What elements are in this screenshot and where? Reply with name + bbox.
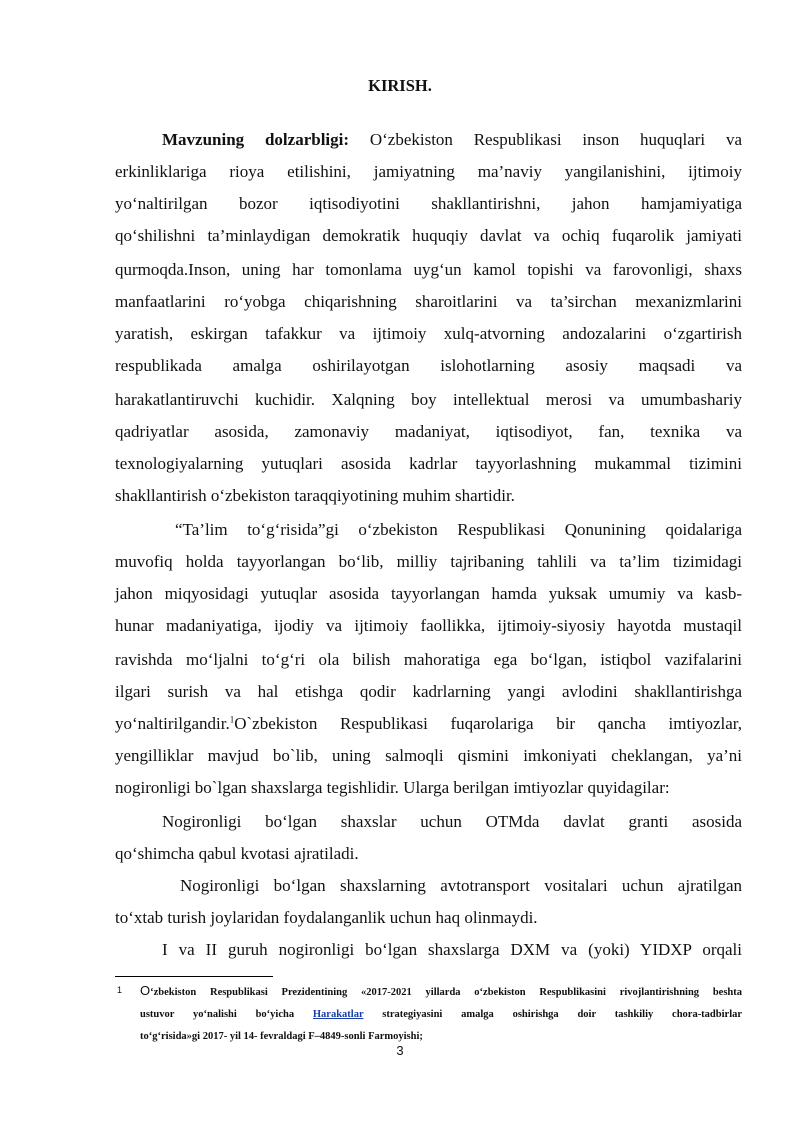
footnote-separator (115, 976, 273, 977)
footnote-link[interactable]: Harakatlar (312, 1009, 364, 1020)
text-line: Nogironligi bo‘lgan shaxslarning avtotransport vositalari uchun ajratilgan (180, 876, 742, 895)
text-line: yaratish, eskirgan tafakkur va ijtimoiy xulq-atvorning andozalarini o‘zgartirish (115, 324, 742, 343)
footnote-line: to‘g‘risida»gi 2017- yil 14- fevraldagi F–4849-sonli Farmoyishi; (140, 1031, 423, 1042)
footnote-initial: O (140, 983, 151, 998)
page-number: 3 (396, 1043, 404, 1058)
text-line: qo‘shilishni ta’minlaydigan demokratik huquqiy davlat va ochiq fuqarolik jamiyati (115, 226, 742, 245)
text-line: harakatlantiruvchi kuchidir. Xalqning boy intellektual merosi va umumbashariy (115, 390, 742, 409)
text-line: to‘xtab turish joylaridan foydalanganlik uchun haq olinmaydi. (115, 908, 538, 927)
footnote-reference[interactable]: 1 (229, 714, 235, 725)
line-text: yo‘naltirilgandir. (115, 714, 230, 733)
footnote-line (140, 984, 742, 1000)
text-line: yo‘naltirilgan bozor iqtisodiyotini shakllantirishni, jahon hamjamiyatiga (115, 194, 742, 213)
text-line: qo‘shimcha qabul kvotasi ajratiladi. (115, 844, 359, 863)
text-line: yengilliklar mavjud bo`lib, uning salmoqli qismini imkoniyati cheklangan, ya’ni (115, 746, 742, 765)
line-text: O`zbekiston Respublikasi fuqarolariga bir qancha imtiyozlar, (234, 714, 742, 733)
text-line: respublikada amalga oshirilayotgan islohotlarning asosiy maqsadi va (115, 356, 742, 375)
section-label: Mavzuning dolzarbligi: (162, 130, 350, 149)
footnote-text: strategiyasini amalga oshirishga doir tashkiliy chora-tadbirlar (382, 1009, 743, 1020)
footnote-line (140, 1008, 742, 1022)
footnote-text: ustuvor yo‘nalishi bo‘yicha (140, 1009, 295, 1020)
text-line: qadriyatlar asosida, zamonaviy madaniyat, iqtisodiyot, fan, texnika va (115, 422, 742, 441)
text-line: texnologiyalarning yutuqlari asosida kadrlar tayyorlashning mukammal tizimini (115, 454, 742, 473)
text-line: muvofiq holda tayyorlangan bo‘lib, milliy tajribaning tahlili va ta’lim tizimidagi (115, 552, 742, 571)
text-line: ilgari surish va hal etishga qodir kadrlarning yangi avlodini shakllantirishga (115, 682, 742, 701)
text-line: qurmoqda.Inson, uning har tomonlama uyg‘un kamol topishi va farovonligi, shaxs (115, 260, 742, 279)
page-title: KIRISH. (368, 76, 432, 95)
text-line: shakllantirish o‘zbekiston taraqqiyotining muhim shartidir. (115, 486, 515, 505)
text-line: manfaatlarini ro‘yobga chiqarishning sharoitlarini va ta’sirchan mexanizmlarini (115, 292, 742, 311)
footnote-text: ‘zbekiston Respublikasi Prezidentining «2017-2021 yillarda o‘zbekiston Respublikasini rivojlantirishning beshta (150, 987, 742, 998)
footnote-number: 1 (117, 985, 123, 995)
text-line: hunar madaniyatiga, ijodiy va ijtimoiy faollikka, ijtimoiy-siyosiy hayotda mustaqil (115, 616, 742, 635)
text-line (162, 130, 742, 150)
text-line: erkinliklariga rioya etilishini, jamiyatning ma’naviy yangilanishini, ijtimoiy (115, 162, 742, 181)
text-line: Nogironligi bo‘lgan shaxslar uchun OTMda davlat granti asosida (162, 812, 742, 831)
text-line: ravishda mo‘ljalni to‘g‘ri ola bilish mahoratiga ega bo‘lgan, istiqbol vazifalarini (115, 650, 742, 669)
text-line (115, 714, 742, 734)
text-line: I va II guruh nogironligi bo‘lgan shaxslarga DXM va (yoki) YIDXP orqali (162, 940, 742, 959)
line-text: O‘zbekiston Respublikasi inson huquqlari va (349, 130, 742, 149)
text-line: “Ta’lim to‘g‘risida”gi o‘zbekiston Respublikasi Qonunining qoidalariga (175, 520, 742, 539)
text-line: jahon miqyosidagi yutuqlar asosida tayyorlangan hamda yuksak umumiy va kasb- (115, 584, 742, 603)
text-line: nogironligi bo`lgan shaxslarga tegishlidir. Ularga berilgan imtiyozlar quyidagilar: (115, 778, 670, 797)
